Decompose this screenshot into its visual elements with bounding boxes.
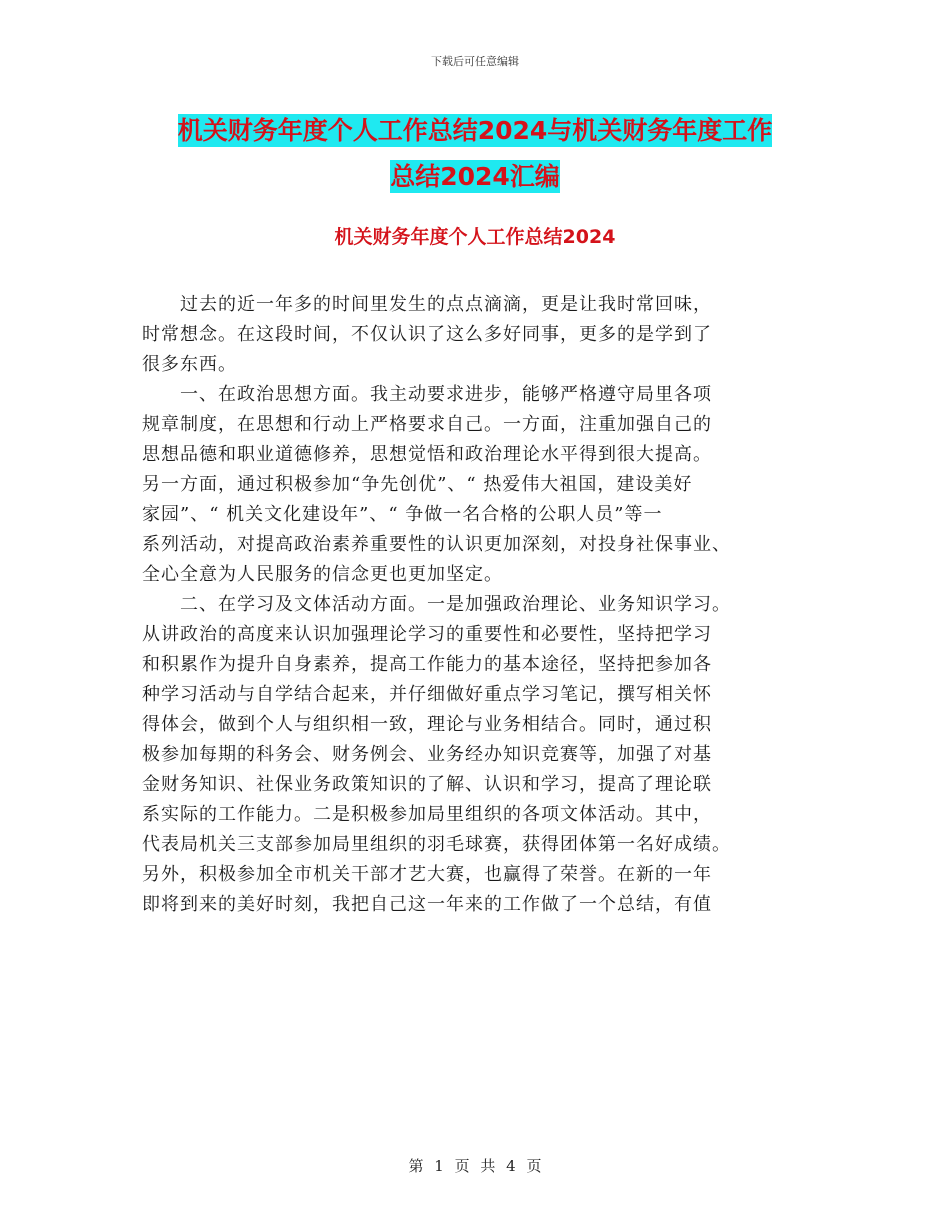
body-line: 规章制度，在思想和行动上严格要求自己。一方面，注重加强自己的 bbox=[142, 414, 712, 435]
body-line: 系列活动，对提高政治素养重要性的认识更加深刻，对投身社保事业、 bbox=[142, 534, 731, 555]
body-line: 得体会，做到个人与组织相一致，理论与业务相结合。同时，通过积 bbox=[142, 714, 712, 735]
body-line: 家园”、“ 机关文化建设年”、“ 争做一名合格的公职人员”等一 bbox=[142, 504, 663, 525]
body-line: 一、在政治思想方面。我主动要求进步，能够严格遵守局里各项 bbox=[180, 384, 712, 405]
header-note: 下载后可任意编辑 bbox=[431, 55, 519, 68]
body-line: 思想品德和职业道德修养，思想觉悟和政治理论水平得到很大提高。 bbox=[142, 444, 712, 465]
main-title-line-2: 总结2024汇编 bbox=[390, 162, 560, 191]
body-text bbox=[142, 290, 808, 920]
body-line: 金财务知识、社保业务政策知识的了解、认识和学习，提高了理论联 bbox=[142, 774, 712, 795]
body-line: 种学习活动与自学结合起来，并仔细做好重点学习笔记，撰写相关怀 bbox=[142, 684, 712, 705]
body-line: 即将到来的美好时刻，我把自己这一年来的工作做了一个总结，有值 bbox=[142, 894, 712, 915]
body-line: 全心全意为人民服务的信念更也更加坚定。 bbox=[142, 564, 503, 585]
body-line: 从讲政治的高度来认识加强理论学习的重要性和必要性，坚持把学习 bbox=[142, 624, 712, 645]
section-title: 机关财务年度个人工作总结2024 bbox=[334, 226, 616, 248]
body-line: 二、在学习及文体活动方面。一是加强政治理论、业务知识学习。 bbox=[180, 594, 731, 615]
body-line: 另一方面，通过积极参加“争先创优”、“ 热爱伟大祖国，建设美好 bbox=[142, 474, 693, 495]
body-line: 另外，积极参加全市机关干部才艺大赛，也赢得了荣誉。在新的一年 bbox=[142, 864, 712, 885]
body-line: 系实际的工作能力。二是积极参加局里组织的各项文体活动。其中， bbox=[142, 804, 712, 825]
main-title bbox=[0, 108, 950, 200]
page-footer: 第 1 页 共 4 页 bbox=[408, 1157, 542, 1175]
body-line: 很多东西。 bbox=[142, 354, 237, 375]
body-line: 极参加每期的科务会、财务例会、业务经办知识竞赛等，加强了对基 bbox=[142, 744, 712, 765]
body-line: 过去的近一年多的时间里发生的点点滴滴，更是让我时常回味， bbox=[180, 294, 712, 315]
body-line: 时常想念。在这段时间，不仅认识了这么多好同事，更多的是学到了 bbox=[142, 324, 712, 345]
main-title-line-1: 机关财务年度个人工作总结2024与机关财务年度工作 bbox=[177, 116, 773, 145]
body-line: 代表局机关三支部参加局里组织的羽毛球赛，获得团体第一名好成绩。 bbox=[142, 834, 731, 855]
body-line: 和积累作为提升自身素养，提高工作能力的基本途径，坚持把参加各 bbox=[142, 654, 712, 675]
